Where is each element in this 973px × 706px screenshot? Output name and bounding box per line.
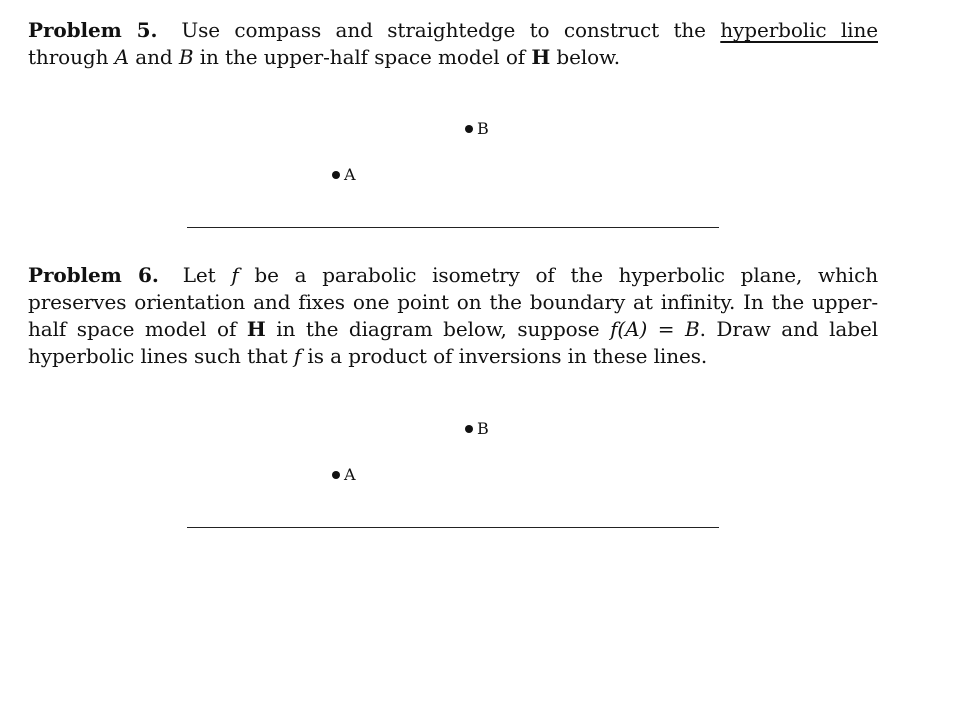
hyperbolic-line-term: hyperbolic line bbox=[720, 18, 878, 42]
problem-6-text-1: Let bbox=[182, 263, 232, 287]
problem-5-text-after-4: below. bbox=[550, 45, 620, 69]
var-B: B bbox=[684, 317, 700, 341]
problem-6-text-3: in the diagram below, suppose bbox=[265, 317, 611, 341]
f-of-A: f(A) bbox=[610, 317, 648, 341]
var-A: A bbox=[114, 45, 129, 69]
problem-6-point-B bbox=[465, 420, 489, 438]
problem-6-text-5: is a product of inversions in these lines. bbox=[301, 344, 708, 368]
equals-sign: = bbox=[647, 317, 685, 341]
problem-6-boundary-line bbox=[187, 527, 719, 528]
problem-6-text-2: be a parabolic isometry of the hyperbolic plane, which preserves orientation and fixes one point on the boundary at infinity. In the upper-half space model of bbox=[28, 263, 878, 341]
point-A-label: A bbox=[344, 465, 356, 484]
var-f: f bbox=[231, 263, 239, 287]
problem-5-boundary-line bbox=[187, 227, 719, 228]
point-dot-icon bbox=[465, 425, 473, 433]
point-A-label: A bbox=[344, 165, 356, 184]
problem-5-label: Problem 5. bbox=[28, 18, 158, 42]
problem-6-text bbox=[28, 262, 878, 370]
problem-5-point-B bbox=[465, 120, 489, 138]
point-B-label: B bbox=[477, 119, 489, 138]
problem-5-text-after-3: in the upper-half space model of bbox=[193, 45, 532, 69]
var-B: B bbox=[178, 45, 194, 69]
point-dot-icon bbox=[465, 125, 473, 133]
hyperbolic-space-H: H bbox=[531, 45, 551, 69]
problem-6-label: Problem 6. bbox=[28, 263, 159, 287]
problem-5-text-before: Use compass and straightedge to construct the bbox=[181, 18, 721, 42]
problem-5-text-after-1: through bbox=[28, 45, 115, 69]
hyperbolic-space-H: H bbox=[246, 317, 266, 341]
point-dot-icon bbox=[332, 171, 340, 179]
var-f: f bbox=[293, 344, 302, 368]
point-dot-icon bbox=[332, 471, 340, 479]
point-B-label: B bbox=[477, 419, 489, 438]
problem-5-text-after-2: and bbox=[129, 45, 179, 69]
problem-6-text-4: . Draw and label hyperbolic lines such that bbox=[28, 317, 878, 368]
problem-6-point-A bbox=[332, 466, 356, 484]
problem-5-point-A bbox=[332, 166, 356, 184]
problem-5-text bbox=[28, 17, 878, 71]
